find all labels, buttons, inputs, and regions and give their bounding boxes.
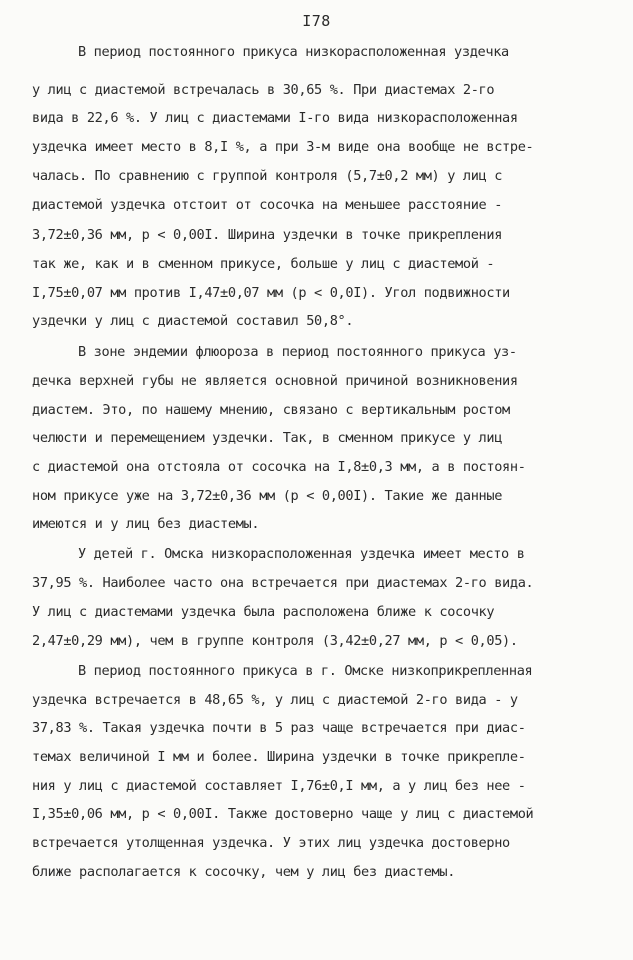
text-line: диастемой уздечка отстоит от сосочка на меньшее расстояние - <box>32 197 503 213</box>
text-line: У детей г. Омска низкорасположенная уздечка имеет место в <box>78 546 525 562</box>
text-line: уздечка встречается в 48,65 %, у лиц с диастемой 2-го вида - у <box>32 692 518 708</box>
text-line: дечка верхней губы не является основной причиной возникновения <box>32 373 518 389</box>
text-line: с диастемой она отстояла от сосочка на I,8±0,3 мм, а в постоян- <box>32 459 526 475</box>
text-line: встречается утолщенная уздечка. У этих лиц уздечка достоверно <box>32 835 510 851</box>
text-line: уздечка имеет место в 8,I %, а при 3-м виде она вообще не встре- <box>32 139 534 155</box>
text-line: имеются и у лиц без диастемы. <box>32 516 260 532</box>
text-line: 2,47±0,29 мм), чем в группе контроля (3,42±0,27 мм, p < 0,05). <box>32 633 518 649</box>
text-line: чалась. По сравнению с группой контроля (5,7±0,2 мм) у лиц с <box>32 168 503 184</box>
text-line: В период постоянного прикуса в г. Омске низкоприкрепленная <box>78 663 533 679</box>
text-line: 3,72±0,36 мм, p < 0,00I. Ширина уздечки в точке прикрепления <box>32 227 503 243</box>
text-line: ближе располагается к сосочку, чем у лиц без диастемы. <box>32 864 456 880</box>
text-line: вида в 22,6 %. У лиц с диастемами I-го вида низкорасположенная <box>32 110 518 126</box>
text-line: ния у лиц с диастемой составляет I,76±0,I мм, а у лиц без нее - <box>32 778 526 794</box>
text-line: темах величиной I мм и более. Ширина уздечки в точке прикрепле- <box>32 749 526 765</box>
text-line: челюсти и перемещением уздечки. Так, в сменном прикусе у лиц <box>32 430 503 446</box>
text-line: диастем. Это, по нашему мнению, связано с вертикальным ростом <box>32 402 510 418</box>
text-line: ном прикусе уже на 3,72±0,36 мм (p < 0,00I). Такие же данные <box>32 488 503 504</box>
text-line: В период постоянного прикуса низкорасположенная уздечка <box>78 44 509 60</box>
text-line: I,35±0,06 мм, p < 0,00I. Также достоверно чаще у лиц с диастемой <box>32 806 534 822</box>
text-line: уздечки у лиц с диастемой составил 50,8°. <box>32 313 354 329</box>
text-line: у лиц с диастемой встречалась в 30,65 %. При диастемах 2-го <box>32 82 495 98</box>
text-line: так же, как и в сменном прикусе, больше у лиц с диастемой - <box>32 256 495 272</box>
text-line: 37,95 %. Наиболее часто она встречается при диастемах 2-го вида. <box>32 575 534 591</box>
text-line: I,75±0,07 мм против I,47±0,07 мм (p < 0,0I). Угол подвижности <box>32 285 510 301</box>
page-number: I78 <box>302 12 331 30</box>
text-line: 37,83 %. Такая уздечка почти в 5 раз чаще встречается при диас- <box>32 720 526 736</box>
text-line: В зоне эндемии флюороза в период постоянного прикуса уз- <box>78 344 517 360</box>
text-line: У лиц с диастемами уздечка была расположена ближе к сосочку <box>32 604 495 620</box>
